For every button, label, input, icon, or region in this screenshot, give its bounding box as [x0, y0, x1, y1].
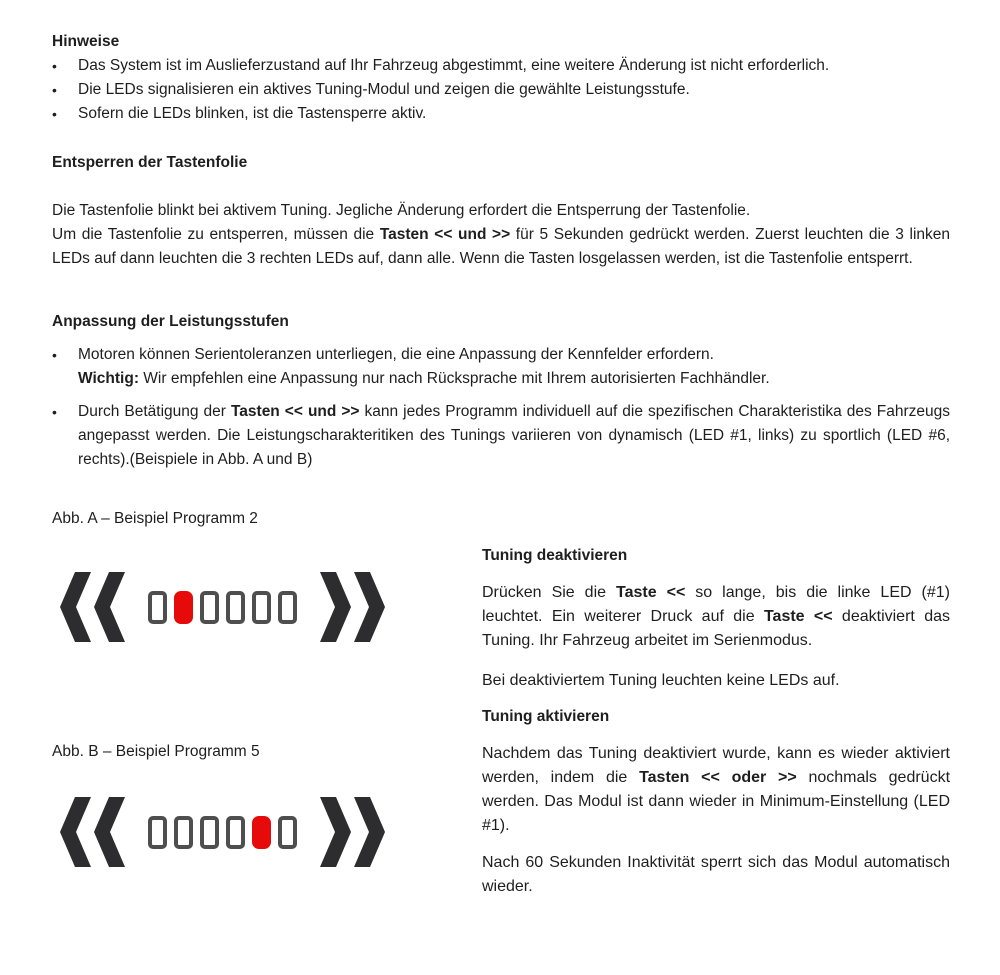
- text-run: Drücken Sie die: [482, 584, 617, 601]
- led-indicator-on: [252, 816, 271, 849]
- led-indicator-off: [148, 816, 167, 849]
- led-indicator-on: [174, 591, 193, 624]
- anpassung-bullet-list: [52, 343, 950, 472]
- text-run: deaktiviert das Tuning. Ihr Fahrzeug arbeitet im Serienmodus.: [482, 608, 950, 649]
- section-title-hinweise: Hinweise: [52, 33, 120, 50]
- figures-and-instructions: [52, 497, 950, 899]
- bullet-item: [52, 400, 950, 472]
- anpassung-bullet1-line1: Motoren können Serientoleranzen unterliegen, die eine Anpassung der Kennfelder erfordern.: [78, 346, 714, 363]
- bullet-text: Das System ist im Auslieferzustand auf Ihr Fahrzeug abgestimmt, eine weitere Änderung ist nicht erforderlich.: [78, 57, 830, 74]
- bullet-text: [78, 343, 950, 391]
- led-row: [148, 591, 297, 624]
- text-run: so lange, bis die linke LED (#1) leuchtet. Ein weiterer Druck auf die: [482, 584, 950, 625]
- bullet-item: [52, 343, 950, 391]
- hinweise-bullet-list: [52, 54, 950, 126]
- anpassung-bullet1-line2: [78, 370, 770, 387]
- text-run: Durch Betätigung der: [78, 403, 231, 420]
- bullet-item: [52, 78, 950, 102]
- led-indicator-off: [278, 591, 297, 624]
- section-title-tuning-aktivieren: Tuning aktivieren: [482, 708, 610, 725]
- entsperren-paragraph: [52, 223, 950, 271]
- text-run: nochmals gedrückt werden. Das Modul ist dann wieder in Minimum-Einstellung (LED #1).: [482, 769, 951, 834]
- double-chevron-right-icon: [320, 572, 385, 642]
- bold-text-run: Tasten << und >>: [379, 226, 511, 243]
- section-title-entsperren: Entsperren der Tastenfolie: [52, 154, 248, 171]
- bullet-text: Die LEDs signalisieren ein aktives Tuning-Modul und zeigen die gewählte Leistungsstufe.: [78, 81, 690, 98]
- led-indicator-off: [252, 591, 271, 624]
- led-indicator-off: [174, 816, 193, 849]
- bullet-dot: •: [52, 404, 57, 420]
- anpassung-bullet2-text: [78, 400, 950, 472]
- bold-text-run: Taste <<: [763, 608, 833, 625]
- led-indicator-off: [226, 816, 245, 849]
- text-run: für 5 Sekunden gedrückt werden. Zuerst leuchten die 3 linken LEDs auf dann leuchten die 3 rechten LEDs auf, dann alle. Wenn die Tasten losgelassen werden, ist die Tastenfolie entsperrt.: [52, 226, 950, 267]
- double-chevron-left-icon: [60, 572, 125, 642]
- text-run: kann jedes Programm individuell auf die spezifischen Charakteristika des Fahrzeugs angepasst werden. Die Leistungscharakteritiken des Tunings variieren von dynamisch (LED #1, links) zu sportlich (LED #6, rechts).(Beispiele in Abb. A und B): [78, 403, 950, 468]
- figures-column: [52, 497, 482, 899]
- led-indicator-off: [278, 816, 297, 849]
- text-run: Um die Tastenfolie zu entsperren, müssen die: [52, 226, 380, 243]
- section-title-anpassung: Anpassung der Leistungsstufen: [52, 313, 289, 330]
- figure-a-label: Abb. A – Beispiel Programm 2: [52, 510, 258, 527]
- led-indicator-off: [200, 816, 219, 849]
- figure-b-label: Abb. B – Beispiel Programm 5: [52, 743, 260, 760]
- led-indicator-off: [226, 591, 245, 624]
- led-indicator-off: [148, 591, 167, 624]
- instructions-column: [482, 497, 950, 899]
- deactivate-note: Bei deaktiviertem Tuning leuchten keine LEDs auf.: [482, 672, 840, 689]
- text-run: Wir empfehlen eine Anpassung nur nach Rücksprache mit Ihrem autorisierten Fachhändler.: [139, 370, 770, 387]
- text-run: Nachdem das Tuning deaktiviert wurde, kann es wieder aktiviert werden, indem die: [482, 745, 950, 786]
- bold-text-run: Tasten << oder >>: [639, 769, 797, 786]
- double-chevron-right-icon: [320, 797, 385, 867]
- figure-b-led-display: [60, 797, 482, 867]
- bold-text-run: Taste <<: [616, 584, 686, 601]
- entsperren-line1: Die Tastenfolie blinkt bei aktivem Tuning. Jegliche Änderung erfordert die Entsperrung der Tastenfolie.: [52, 202, 751, 219]
- bullet-dot: •: [52, 106, 57, 122]
- bullet-item: [52, 54, 950, 78]
- bold-text-run: Tasten << und >>: [230, 403, 360, 420]
- activate-note: Nach 60 Sekunden Inaktivität sperrt sich das Modul automatisch wieder.: [482, 854, 950, 895]
- activate-paragraph: [482, 742, 950, 838]
- bullet-text: Sofern die LEDs blinken, ist die Tastensperre aktiv.: [78, 105, 427, 122]
- bold-text-run: Wichtig:: [78, 370, 139, 387]
- deactivate-paragraph: [482, 581, 950, 653]
- led-row: [148, 816, 297, 849]
- bullet-item: [52, 102, 950, 126]
- bullet-dot: •: [52, 82, 57, 98]
- led-indicator-off: [200, 591, 219, 624]
- bullet-dot: •: [52, 347, 57, 363]
- bullet-dot: •: [52, 58, 57, 74]
- double-chevron-left-icon: [60, 797, 125, 867]
- figure-a-led-display: [60, 572, 482, 642]
- section-title-tuning-deaktivieren: Tuning deaktivieren: [482, 547, 628, 564]
